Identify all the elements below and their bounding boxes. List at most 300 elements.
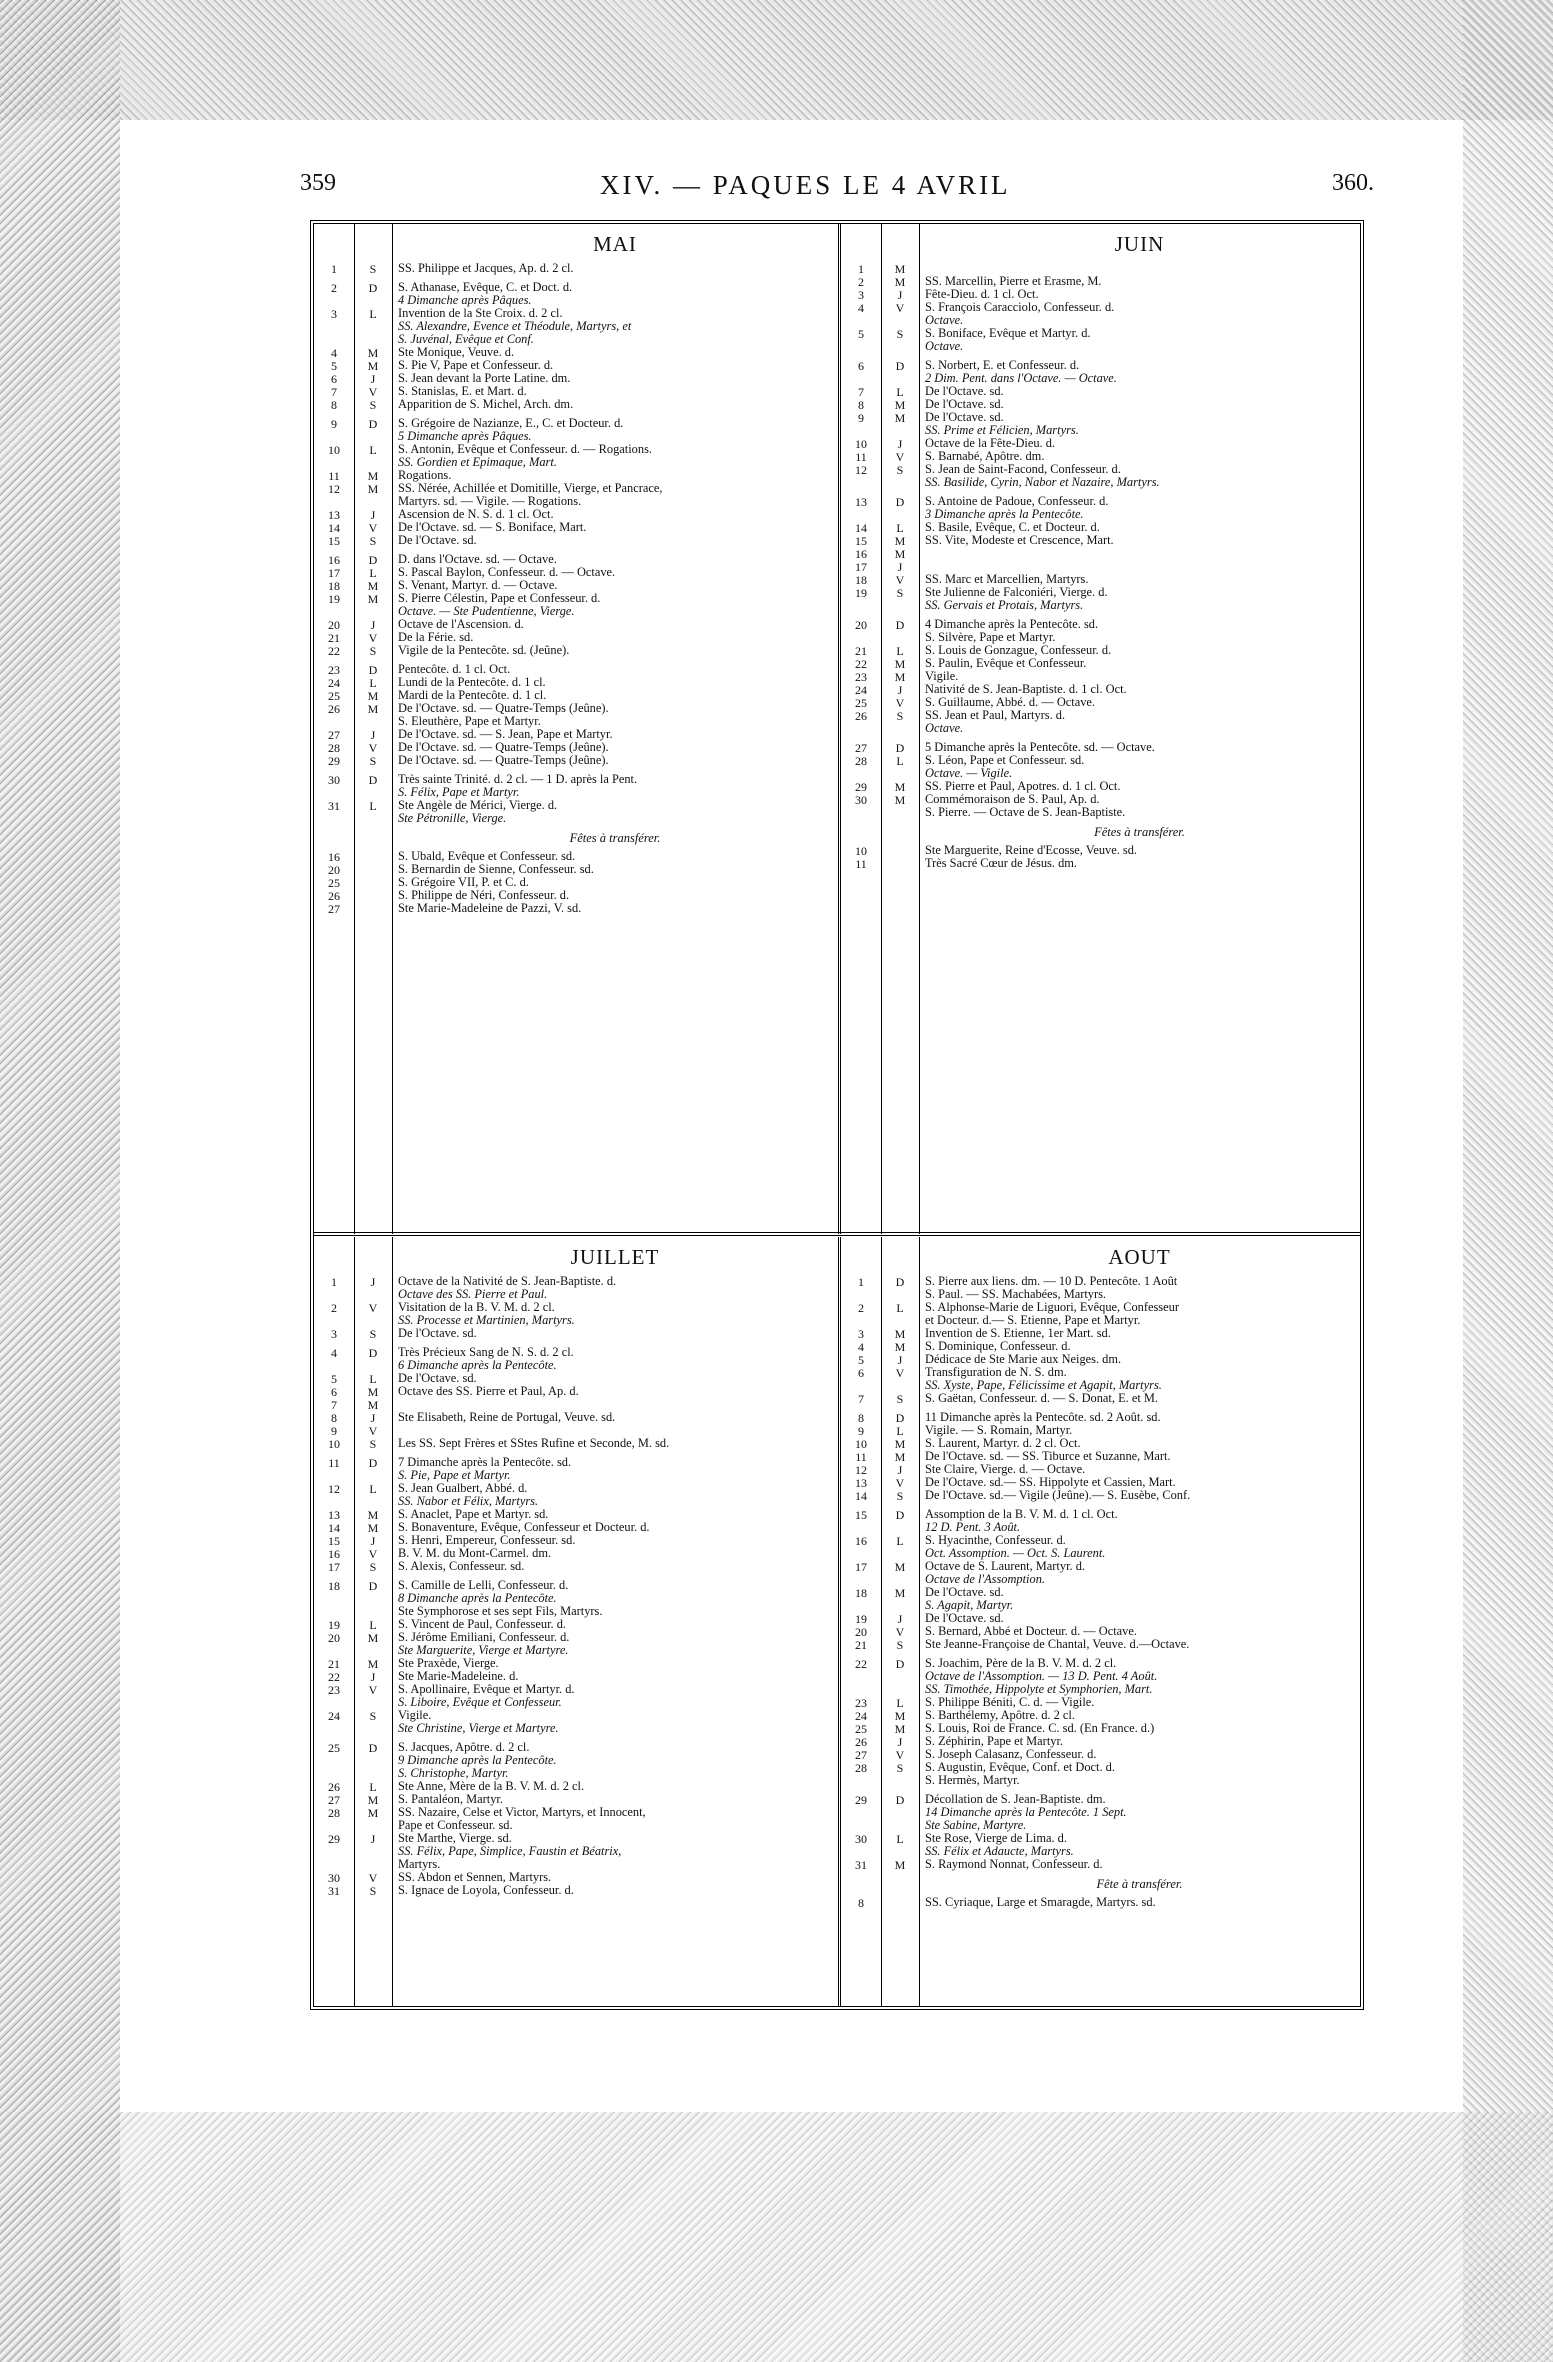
entry-line: D. dans l'Octave. sd. — Octave.	[398, 552, 557, 566]
weekday-letter: M	[367, 346, 379, 360]
day-number: 1	[858, 1275, 864, 1289]
day-entry	[398, 773, 834, 799]
day-row	[314, 359, 838, 372]
weekday-letter: D	[368, 1741, 378, 1755]
entry-line: Octave de S. Laurent, Martyr. d.	[925, 1559, 1085, 1573]
day-number: 15	[328, 1534, 340, 1548]
entry-line: De l'Octave. sd. — Quatre-Temps (Jeûne).	[398, 740, 609, 754]
day-row	[314, 262, 838, 275]
day-row	[841, 618, 1360, 644]
entry-line: S. Stanislas, E. et Mart. d.	[398, 384, 527, 398]
weekday-letter: L	[369, 1372, 377, 1386]
entry-line: Ste Jeanne-Françoise de Chantal, Veuve. d.—Octave.	[925, 1637, 1190, 1651]
day-row	[841, 1735, 1360, 1748]
entry-line: SS. Cyriaque, Large et Smaragde, Martyrs. sd.	[925, 1895, 1156, 1909]
entry-line: Rogations.	[398, 468, 452, 482]
day-entry	[925, 618, 1356, 644]
day-row	[841, 657, 1360, 670]
weekday-letter: D	[368, 773, 378, 787]
day-row	[841, 1366, 1360, 1392]
entry-line: SS. Gervais et Protais, Martyrs.	[925, 598, 1084, 612]
day-row	[314, 644, 838, 657]
day-entry	[925, 709, 1356, 735]
day-number: 7	[858, 385, 864, 399]
entry-line: S. Gaëtan, Confesseur. d. — S. Donat, E. et M.	[925, 1391, 1158, 1405]
entry-line: S. Norbert, E. et Confesseur. d.	[925, 358, 1080, 372]
day-row	[314, 346, 838, 359]
weekday-letter: J	[897, 1353, 903, 1367]
entry-line: Invention de la Ste Croix. d. 2 cl.	[398, 306, 563, 320]
weekday-letter: M	[894, 1437, 906, 1451]
weekday-letter: M	[367, 1806, 379, 1820]
day-entry	[925, 359, 1356, 385]
right-page-number: 360.	[1332, 170, 1374, 196]
day-number: 31	[855, 1858, 867, 1872]
day-number: 29	[328, 754, 340, 768]
day-row	[314, 1456, 838, 1482]
day-number: 26	[855, 709, 867, 723]
day-entry	[925, 1301, 1356, 1327]
entry-line: S. Anaclet, Pape et Martyr. sd.	[398, 1507, 549, 1521]
entry-line: S. Laurent, Martyr. d. 2 cl. Oct.	[925, 1436, 1081, 1450]
weekday-letter: J	[897, 437, 903, 451]
day-number: 8	[331, 398, 337, 412]
day-entry	[398, 262, 834, 275]
day-number: 1	[858, 262, 864, 276]
day-row	[314, 754, 838, 767]
day-number: 11	[328, 469, 340, 483]
entry-line: S. Grégoire de Nazianze, E., C. et Docteur. d.	[398, 416, 624, 430]
entry-line: Fête-Dieu. d. 1 cl. Oct.	[925, 287, 1039, 301]
weekday-letter: M	[367, 592, 379, 606]
day-row	[841, 1489, 1360, 1502]
fetes-transfer-label: Fêtes à transférer.	[1094, 825, 1185, 839]
day-row	[314, 618, 838, 631]
entry-line: De l'Octave. sd.	[925, 384, 1004, 398]
day-row	[841, 1508, 1360, 1534]
month-panel-aout	[841, 1237, 1360, 2006]
weekday-letter: D	[895, 495, 905, 509]
weekday-letter: L	[896, 1832, 904, 1846]
entry-line: S. Vincent de Paul, Confesseur. d.	[398, 1617, 567, 1631]
day-row	[314, 307, 838, 346]
day-number: 13	[855, 495, 867, 509]
day-entry	[925, 547, 1356, 560]
day-entry	[398, 592, 834, 618]
weekday-letter: V	[368, 1871, 378, 1885]
day-number: 9	[858, 1424, 864, 1438]
day-entry	[398, 1385, 834, 1398]
entry-line: S. Jérôme Emiliani, Confesseur. d.	[398, 1630, 570, 1644]
day-row	[314, 534, 838, 547]
day-number: 9	[858, 411, 864, 425]
entry-line: S. Eleuthère, Pape et Martyr.	[398, 714, 541, 728]
weekday-letter: L	[369, 566, 377, 580]
day-number: 27	[328, 1793, 340, 1807]
day-number: 4	[331, 1346, 337, 1360]
day-entry	[398, 1482, 834, 1508]
day-row	[841, 1586, 1360, 1612]
day-row	[841, 1275, 1360, 1301]
day-row	[841, 844, 1360, 857]
day-row	[314, 521, 838, 534]
weekday-letter: J	[370, 1411, 376, 1425]
entry-line: Octave.	[925, 339, 964, 353]
day-row	[841, 398, 1360, 411]
weekday-letter: M	[894, 398, 906, 412]
entry-line: Invention de S. Etienne, 1er Mart. sd.	[925, 1326, 1111, 1340]
day-row	[314, 1301, 838, 1327]
entry-line: De l'Octave. sd.	[398, 1371, 477, 1385]
weekday-letter: D	[368, 553, 378, 567]
weekday-letter: L	[369, 1618, 377, 1632]
day-entry	[398, 1346, 834, 1372]
entry-line: Nativité de S. Jean-Baptiste. d. 1 cl. Oct.	[925, 682, 1127, 696]
entry-line: S. Hermès, Martyr.	[925, 1773, 1020, 1787]
weekday-letter: M	[367, 1631, 379, 1645]
day-number: 27	[855, 1748, 867, 1762]
day-row	[314, 1346, 838, 1372]
month-panel-juin	[841, 224, 1360, 1234]
entry-line: De l'Octave. sd. — S. Jean, Pape et Martyr.	[398, 727, 613, 741]
day-row	[841, 1761, 1360, 1787]
day-row	[841, 1327, 1360, 1340]
entry-line: S. Antonin, Evêque et Confesseur. d. — Rogations.	[398, 442, 652, 456]
day-row	[841, 1424, 1360, 1437]
entry-line: Vigile de la Pentecôte. sd. (Jeûne).	[398, 643, 570, 657]
day-row	[841, 793, 1360, 819]
weekday-letter: D	[895, 359, 905, 373]
weekday-letter: J	[897, 1463, 903, 1477]
book-page	[120, 120, 1463, 2112]
day-number: 2	[331, 281, 337, 295]
day-number: 22	[328, 1670, 340, 1684]
entry-line: Ste Marthe, Vierge. sd.	[398, 1831, 512, 1845]
entry-line: SS. Processe et Martinien, Martyrs.	[398, 1313, 575, 1327]
day-number: 18	[328, 579, 340, 593]
entry-line: S. Alphonse-Marie de Liguori, Evêque, Confesseur	[925, 1300, 1179, 1314]
day-number: 8	[331, 1411, 337, 1425]
weekday-letter: J	[370, 1670, 376, 1684]
entry-line: S. Alexis, Confesseur. sd.	[398, 1559, 525, 1573]
entry-line: S. Joachim, Père de la B. V. M. d. 2 cl.	[925, 1656, 1117, 1670]
day-row	[841, 1657, 1360, 1696]
entry-line: S. Jacques, Apôtre. d. 2 cl.	[398, 1740, 530, 1754]
weekday-letter: J	[897, 560, 903, 574]
entry-line: S. Grégoire VII, P. et C. d.	[398, 875, 529, 889]
day-entry	[925, 1392, 1356, 1405]
weekday-letter: L	[896, 1424, 904, 1438]
day-number: 28	[855, 754, 867, 768]
day-entry	[925, 1858, 1356, 1871]
day-number: 18	[855, 573, 867, 587]
day-entry	[925, 327, 1356, 353]
entry-line: S. Guillaume, Abbé. d. — Octave.	[925, 695, 1095, 709]
day-row	[841, 709, 1360, 735]
entry-line: S. Bonaventure, Evêque, Confesseur et Docteur. d.	[398, 1520, 650, 1534]
entry-line: Commémoraison de S. Paul, Ap. d.	[925, 792, 1100, 806]
day-number: 20	[855, 1625, 867, 1639]
weekday-letter: J	[897, 1735, 903, 1749]
day-number: 12	[328, 1482, 340, 1496]
entry-line: 4 Dimanche après Pâques.	[398, 293, 532, 307]
weekday-letter: J	[370, 372, 376, 386]
day-number: 5	[858, 327, 864, 341]
day-entry	[398, 1884, 834, 1897]
day-entry	[398, 644, 834, 657]
day-entry	[398, 1806, 834, 1832]
day-number: 26	[328, 889, 340, 903]
weekday-letter: V	[895, 301, 905, 315]
day-number: 27	[328, 902, 340, 916]
day-entry	[398, 1709, 834, 1735]
day-number: 11	[855, 857, 867, 871]
day-row	[841, 586, 1360, 612]
entry-line: S. Jean devant la Porte Latine. dm.	[398, 371, 571, 385]
day-row	[841, 547, 1360, 560]
day-number: 3	[331, 307, 337, 321]
day-number: 16	[328, 1547, 340, 1561]
entry-line: Octave des SS. Pierre et Paul.	[398, 1287, 548, 1301]
entry-line: 7 Dimanche après la Pentecôte. sd.	[398, 1455, 572, 1469]
entry-line: 11 Dimanche après la Pentecôte. sd. 2 Août. sd.	[925, 1410, 1161, 1424]
day-number: 23	[328, 1683, 340, 1697]
day-number: 23	[855, 1696, 867, 1710]
day-number: 2	[331, 1301, 337, 1315]
day-number: 27	[328, 728, 340, 742]
weekday-letter: M	[367, 1508, 379, 1522]
weekday-letter: M	[894, 780, 906, 794]
entry-line: S. Philippe de Néri, Confesseur. d.	[398, 888, 570, 902]
day-number: 3	[331, 1327, 337, 1341]
day-number: 6	[858, 359, 864, 373]
entry-line: SS. Alexandre, Evence et Théodule, Martyrs, et	[398, 319, 632, 333]
day-row	[841, 275, 1360, 288]
weekday-letter: M	[894, 793, 906, 807]
weekday-letter: V	[895, 1625, 905, 1639]
weekday-letter: J	[370, 508, 376, 522]
weekday-letter: S	[896, 1392, 904, 1406]
day-number: 22	[855, 1657, 867, 1671]
day-entry	[398, 443, 834, 469]
entry-line: Ste Praxède, Vierge.	[398, 1656, 499, 1670]
day-number: 5	[858, 1353, 864, 1367]
weekday-letter: S	[369, 1560, 377, 1574]
day-number: 14	[855, 521, 867, 535]
day-number: 10	[855, 844, 867, 858]
entry-line: Ste Marguerite, Vierge et Martyre.	[398, 1643, 569, 1657]
weekday-letter: M	[367, 359, 379, 373]
day-row	[314, 592, 838, 618]
entry-line: SS. Basilide, Cyrin, Nabor et Nazaire, Martyrs.	[925, 475, 1160, 489]
day-number: 12	[328, 482, 340, 496]
day-entry	[398, 754, 834, 767]
weekday-letter: J	[370, 728, 376, 742]
entry-line: SS. Prime et Félicien, Martyrs.	[925, 423, 1079, 437]
day-row	[314, 1806, 838, 1832]
day-entry	[925, 1508, 1356, 1534]
entry-line: SS. Abdon et Sennen, Martyrs.	[398, 1870, 552, 1884]
day-row	[314, 1534, 838, 1547]
day-row	[314, 1709, 838, 1735]
day-row	[314, 1657, 838, 1670]
weekday-letter: V	[368, 1301, 378, 1315]
day-row	[841, 741, 1360, 754]
day-number: 4	[331, 346, 337, 360]
day-row	[841, 560, 1360, 573]
weekday-letter: L	[896, 385, 904, 399]
entry-line: S. Jean Gualbert, Abbé. d.	[398, 1481, 528, 1495]
entry-line: S. Félix, Pape et Martyr.	[398, 785, 520, 799]
day-number: 25	[855, 1722, 867, 1736]
weekday-letter: M	[367, 1398, 379, 1412]
day-row	[314, 702, 838, 728]
weekday-letter: V	[368, 631, 378, 645]
entry-line: Ste Pétronille, Vierge.	[398, 811, 507, 825]
day-row	[841, 1450, 1360, 1463]
day-number: 17	[855, 560, 867, 574]
day-entry	[925, 657, 1356, 670]
weekday-letter: L	[369, 676, 377, 690]
entry-line: S. Raymond Nonnat, Confesseur. d.	[925, 1857, 1103, 1871]
weekday-letter: J	[897, 288, 903, 302]
day-entry	[925, 495, 1356, 521]
day-row	[314, 676, 838, 689]
day-row	[841, 1793, 1360, 1832]
weekday-letter: S	[896, 463, 904, 477]
day-entry	[925, 1366, 1356, 1392]
day-number: 24	[855, 1709, 867, 1723]
day-row	[314, 799, 838, 825]
day-entry	[398, 902, 834, 915]
weekday-letter: S	[369, 644, 377, 658]
entry-line: S. Boniface, Evêque et Martyr. d.	[925, 326, 1091, 340]
day-entry	[398, 1560, 834, 1573]
weekday-letter: M	[894, 1858, 906, 1872]
weekday-letter: L	[896, 1696, 904, 1710]
entry-line: Octave de la Nativité de S. Jean-Baptiste. d.	[398, 1274, 617, 1288]
day-entry	[925, 1534, 1356, 1560]
entry-line: De l'Octave. sd.— Vigile (Jeûne).— S. Eusèbe, Conf.	[925, 1488, 1191, 1502]
entry-line: 4 Dimanche après la Pentecôte. sd.	[925, 617, 1099, 631]
entry-line: S. Ubald, Evêque et Confesseur. sd.	[398, 849, 576, 863]
day-row	[314, 663, 838, 676]
weekday-letter: D	[895, 1411, 905, 1425]
day-number: 28	[328, 741, 340, 755]
day-row	[841, 1722, 1360, 1735]
weekday-letter: M	[894, 1450, 906, 1464]
entry-line: De l'Octave. sd. — S. Boniface, Mart.	[398, 520, 587, 534]
weekday-letter: S	[369, 1709, 377, 1723]
weekday-letter: L	[896, 1534, 904, 1548]
day-entry	[925, 534, 1356, 547]
weekday-letter: M	[894, 411, 906, 425]
weekday-letter: J	[370, 1275, 376, 1289]
entry-line: Visitation de la B. V. M. d. 2 cl.	[398, 1300, 555, 1314]
day-number: 6	[331, 372, 337, 386]
entry-line: Les SS. Sept Frères et SStes Rufine et Seconde, M. sd.	[398, 1436, 670, 1450]
entry-line: Octave.	[925, 721, 964, 735]
entry-line: SS. Gordien et Epimaque, Mart.	[398, 455, 557, 469]
entry-line: SS. Xyste, Pape, Félicissime et Agapit, Martyrs.	[925, 1378, 1162, 1392]
entry-line: S. Antoine de Padoue, Confesseur. d.	[925, 494, 1109, 508]
entry-line: S. Pierre Célestin, Pape et Confesseur. d.	[398, 591, 601, 605]
entry-line: S. Henri, Empereur, Confesseur. sd.	[398, 1533, 576, 1547]
day-entry	[925, 857, 1356, 870]
entry-line: S. Athanase, Evêque, C. et Doct. d.	[398, 280, 573, 294]
day-number: 11	[855, 1450, 867, 1464]
entry-line: SS. Nérée, Achillée et Domitille, Vierge, et Pancrace,	[398, 481, 663, 495]
day-entry	[925, 1793, 1356, 1832]
day-row	[314, 876, 838, 889]
entry-line: S. Liboire, Evêque et Confesseur.	[398, 1695, 562, 1709]
day-entry	[925, 463, 1356, 489]
day-row	[314, 1618, 838, 1631]
entry-line: Dédicace de Ste Marie aux Neiges. dm.	[925, 1352, 1122, 1366]
weekday-letter: S	[896, 327, 904, 341]
month-title: JUILLET	[570, 1245, 660, 1269]
day-row	[314, 443, 838, 469]
entry-line: De l'Octave. sd.	[398, 1326, 477, 1340]
day-number: 7	[331, 385, 337, 399]
weekday-letter: J	[370, 1534, 376, 1548]
weekday-letter: M	[367, 469, 379, 483]
entry-line: De l'Octave. sd.	[925, 1585, 1004, 1599]
weekday-letter: M	[894, 262, 906, 276]
day-number: 22	[855, 657, 867, 671]
month-title: MAI	[593, 232, 637, 256]
day-row	[314, 566, 838, 579]
entry-line	[925, 547, 1356, 560]
weekday-letter: V	[895, 573, 905, 587]
entry-line: SS. Félix, Pape, Simplice, Faustin et Béatrix,	[398, 1844, 622, 1858]
weekday-letter: M	[894, 1327, 906, 1341]
day-row	[314, 1385, 838, 1398]
weekday-letter: D	[368, 1579, 378, 1593]
day-row	[314, 1631, 838, 1657]
day-entry	[398, 534, 834, 547]
day-number: 5	[331, 1372, 337, 1386]
entry-line: S. Philippe Béniti, C. d. — Vigile.	[925, 1695, 1095, 1709]
entry-line: S. Agapit, Martyr.	[925, 1598, 1014, 1612]
entry-line: Octave de l'Assomption.	[925, 1572, 1045, 1586]
day-row	[314, 1884, 838, 1897]
day-number: 1	[331, 262, 337, 276]
weekday-letter: D	[895, 1508, 905, 1522]
entry-line: Octave de la Fête-Dieu. d.	[925, 436, 1056, 450]
entry-line: Octave de l'Ascension. d.	[398, 617, 524, 631]
entry-line: Ste Rose, Vierge de Lima. d.	[925, 1831, 1067, 1845]
entry-line: S. Barthélemy, Apôtre. d. 2 cl.	[925, 1708, 1075, 1722]
weekday-letter: L	[896, 754, 904, 768]
scan-noise-top	[0, 0, 1553, 120]
day-row	[841, 1411, 1360, 1424]
day-entry	[398, 1456, 834, 1482]
day-number: 1	[331, 1275, 337, 1289]
day-number: 14	[855, 1489, 867, 1503]
entry-line: S. Barnabé, Apôtre. dm.	[925, 449, 1045, 463]
day-row	[314, 1411, 838, 1424]
day-number: 28	[855, 1761, 867, 1775]
weekday-letter: L	[896, 521, 904, 535]
entry-line: 2 Dim. Pent. dans l'Octave. — Octave.	[925, 371, 1117, 385]
entry-line: SS. Timothée, Hippolyte et Symphorien, Mart.	[925, 1682, 1153, 1696]
day-row	[314, 398, 838, 411]
weekday-letter: M	[894, 1586, 906, 1600]
day-row	[841, 857, 1360, 870]
day-number: 20	[328, 618, 340, 632]
entry-line: Très Précieux Sang de N. S. d. 2 cl.	[398, 1345, 574, 1359]
